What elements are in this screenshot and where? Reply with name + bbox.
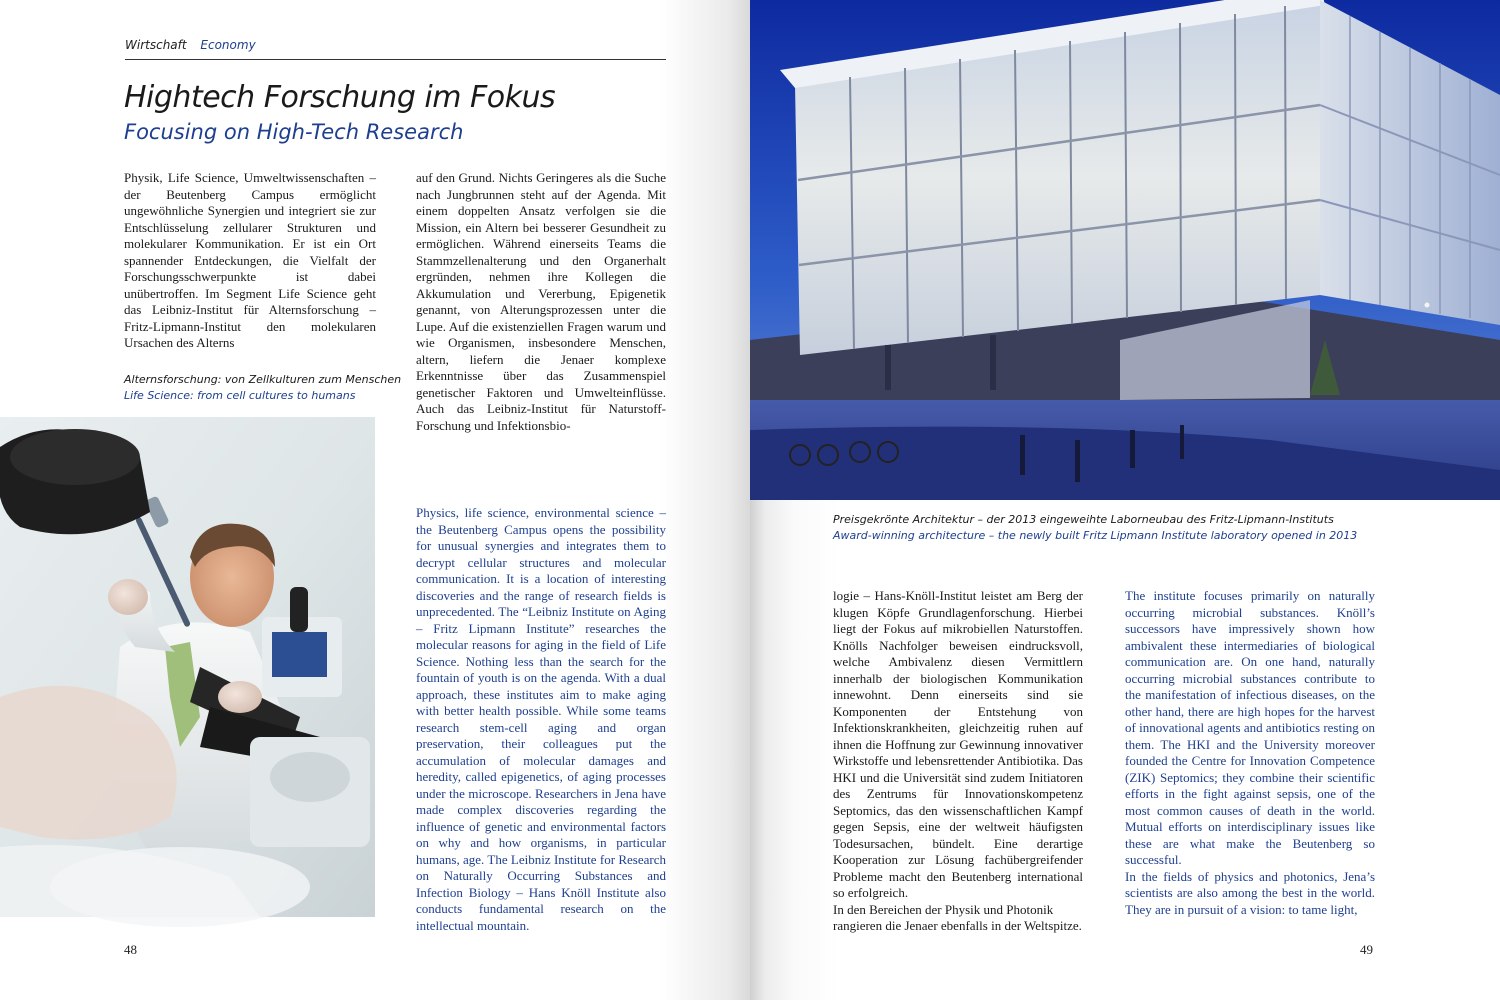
lab-caption-de: Alternsforschung: von Zellkulturen zum Menschen bbox=[124, 373, 402, 386]
page-number-left: 48 bbox=[124, 942, 137, 957]
lab-photo-caption bbox=[124, 372, 401, 404]
arch-caption-de: Preisgekrönte Architektur – der 2013 eingeweihte Laborneubau des Fritz-Lipmann-Instituts bbox=[833, 513, 1334, 526]
architecture-photo-caption bbox=[833, 512, 1357, 544]
article-title-de: Hightech Forschung im Fokus bbox=[124, 80, 556, 115]
architecture-photo bbox=[750, 0, 1500, 500]
section-header bbox=[125, 38, 666, 60]
body-text-de-col3 bbox=[833, 588, 1083, 933]
body-text-en-col2: Physics, life science, environmental science – the Beutenberg Campus opens the possibility for unusual synergies and integrates them to decrypt cellular structures and molecular communication. It is a location of interesting discoveries and the range of research fields is unprecedented. The “Leibniz Institute on Aging – Fritz Lipmann Institute” researches the molecular reasons for aging in the field of Life Science. Nothing less than the search for the fountain of youth is on the agenda. With a dual approach, these institutes aim to make aging with better health possible. While some teams research stem-cell aging and organ preservation, their colleagues put the accumulation of molecular damages and heredity, called epigenetics, of aging processes under the microscope. Researchers in Jena have made complex discoveries regarding the influence of genetic and environmental factors on why and how organisms, in particular humans, age. The Leibniz Institute for Research on Naturally Occurring Substances and Infection Biology – Hans Knöll Institute also conducts fundamental research on the intellectual mountain. bbox=[416, 505, 666, 933]
article-title-en: Focusing on High-Tech Research bbox=[124, 120, 464, 144]
page-number-right: 49 bbox=[1360, 942, 1373, 957]
lab-researcher-photo bbox=[0, 417, 375, 917]
body-text-en-col4 bbox=[1125, 588, 1375, 928]
body-text-en-col4-para1: The institute focuses primarily on naturally occurring microbial substances. Knöll’s successors have impressively shown how ambivalent these intermediaries of biological communication are. On one hand, naturally occurring microbial substances contribute to the manifestation of infectious diseases, on the other hand, there are high hopes for the harvest of innovational agents and antibiotics resting on them. The HKI and the University moreover founded the Centre for Innovation Competence (ZIK) Septomics; they combine their scientific efforts in the fight against sepsis, one of the most common causes of death in the world. Mutual efforts on interdisciplinary issues like these are what make the Beutenberg so successful. bbox=[1125, 588, 1375, 867]
section-label-de: Wirtschaft bbox=[125, 38, 187, 52]
body-text-en-col4-para2: In the fields of physics and photonics, Jena’s scientists are also among the best in the world. They are in pursuit of a vision: to tame light, bbox=[1125, 868, 1375, 917]
body-text-de-col3-para2: In den Bereichen der Physik und Photonik rangieren die Jenaer ebenfalls in der Weltspitze. bbox=[833, 901, 1082, 933]
lab-caption-en: Life Science: from cell cultures to humans bbox=[124, 389, 356, 402]
body-text-de-col1: Physik, Life Science, Umweltwissenschaften – der Beutenberg Campus ermöglicht ungewöhnliche Synergien und integriert sie zur Entschlüsselung zellularer Strukturen und molekularer Kommunikation. Er ist ein Ort spannender Entdeckungen, die Vielfalt der Forschungsschwerpunkte ist dabei unübertroffen. Im Segment Life Science geht das Leibniz-Institut für Alternsforschung – Fritz-Lipmann-Institut den molekularen Ursachen des Alterns bbox=[124, 170, 376, 350]
arch-caption-en: Award-winning architecture – the newly built Fritz Lipmann Institute laboratory opened in 2013 bbox=[833, 529, 1358, 542]
right-page bbox=[750, 0, 1500, 1000]
body-text-de-col2: auf den Grund. Nichts Geringeres als die Suche nach Jungbrunnen steht auf der Agenda. Mit einem doppelten Ansatz verfolgen sie die Mission, ein Altern bei besserer Gesundheit zu ermöglichen. Während einerseits Teams die Stammzellenalterung und den Organerhalt ergründen, nehmen ihre Kollegen die Akkumulation und Vererbung, Epigenetik genannt, von Alterungsprozessen unter die Lupe. Auf die existenziellen Fragen warum und wie Organismen, insbesondere Menschen, altern, liefern die Jenaer komplexe Erkenntnisse über das Zusammenspiel genetischer Faktoren und Umwelteinflüsse. Auch das Leibniz-Institut für Naturstoff-Forschung und Infektionsbio- bbox=[416, 170, 666, 433]
body-text-de-col3-para1: logie – Hans-Knöll-Institut leistet am Berg der klugen Köpfe Grundlagenforschung. Hierbei liegt der Fokus auf mikrobiellen Naturstoffen. Knölls Nachfolger beweisen eindrucksvoll, welche Ambivalenz diesen Vermittlern innerhalb der biologischen Kommunikation innewohnt. Denn einerseits sind sie Komponenten der Entstehung von Infektionskrankheiten, gleichzeitig ruhen auf ihnen die Hoffnung zur Gewinnung innovativer Wirkstoffe und lebensrettender Antibiotika. Das HKI und die Universität sind zudem Initiatoren des Zentrums für Innovationskompetenz Septomics, das den wissenschaftlichen Kampf gegen Sepsis, eine der weltweit häufigsten Todesursachen, bündelt. Eine derartige Kooperation zur Lösung fachübergreifender Probleme macht den Beutenberg international so erfolgreich. bbox=[833, 588, 1083, 900]
section-label-en: Economy bbox=[200, 38, 256, 52]
